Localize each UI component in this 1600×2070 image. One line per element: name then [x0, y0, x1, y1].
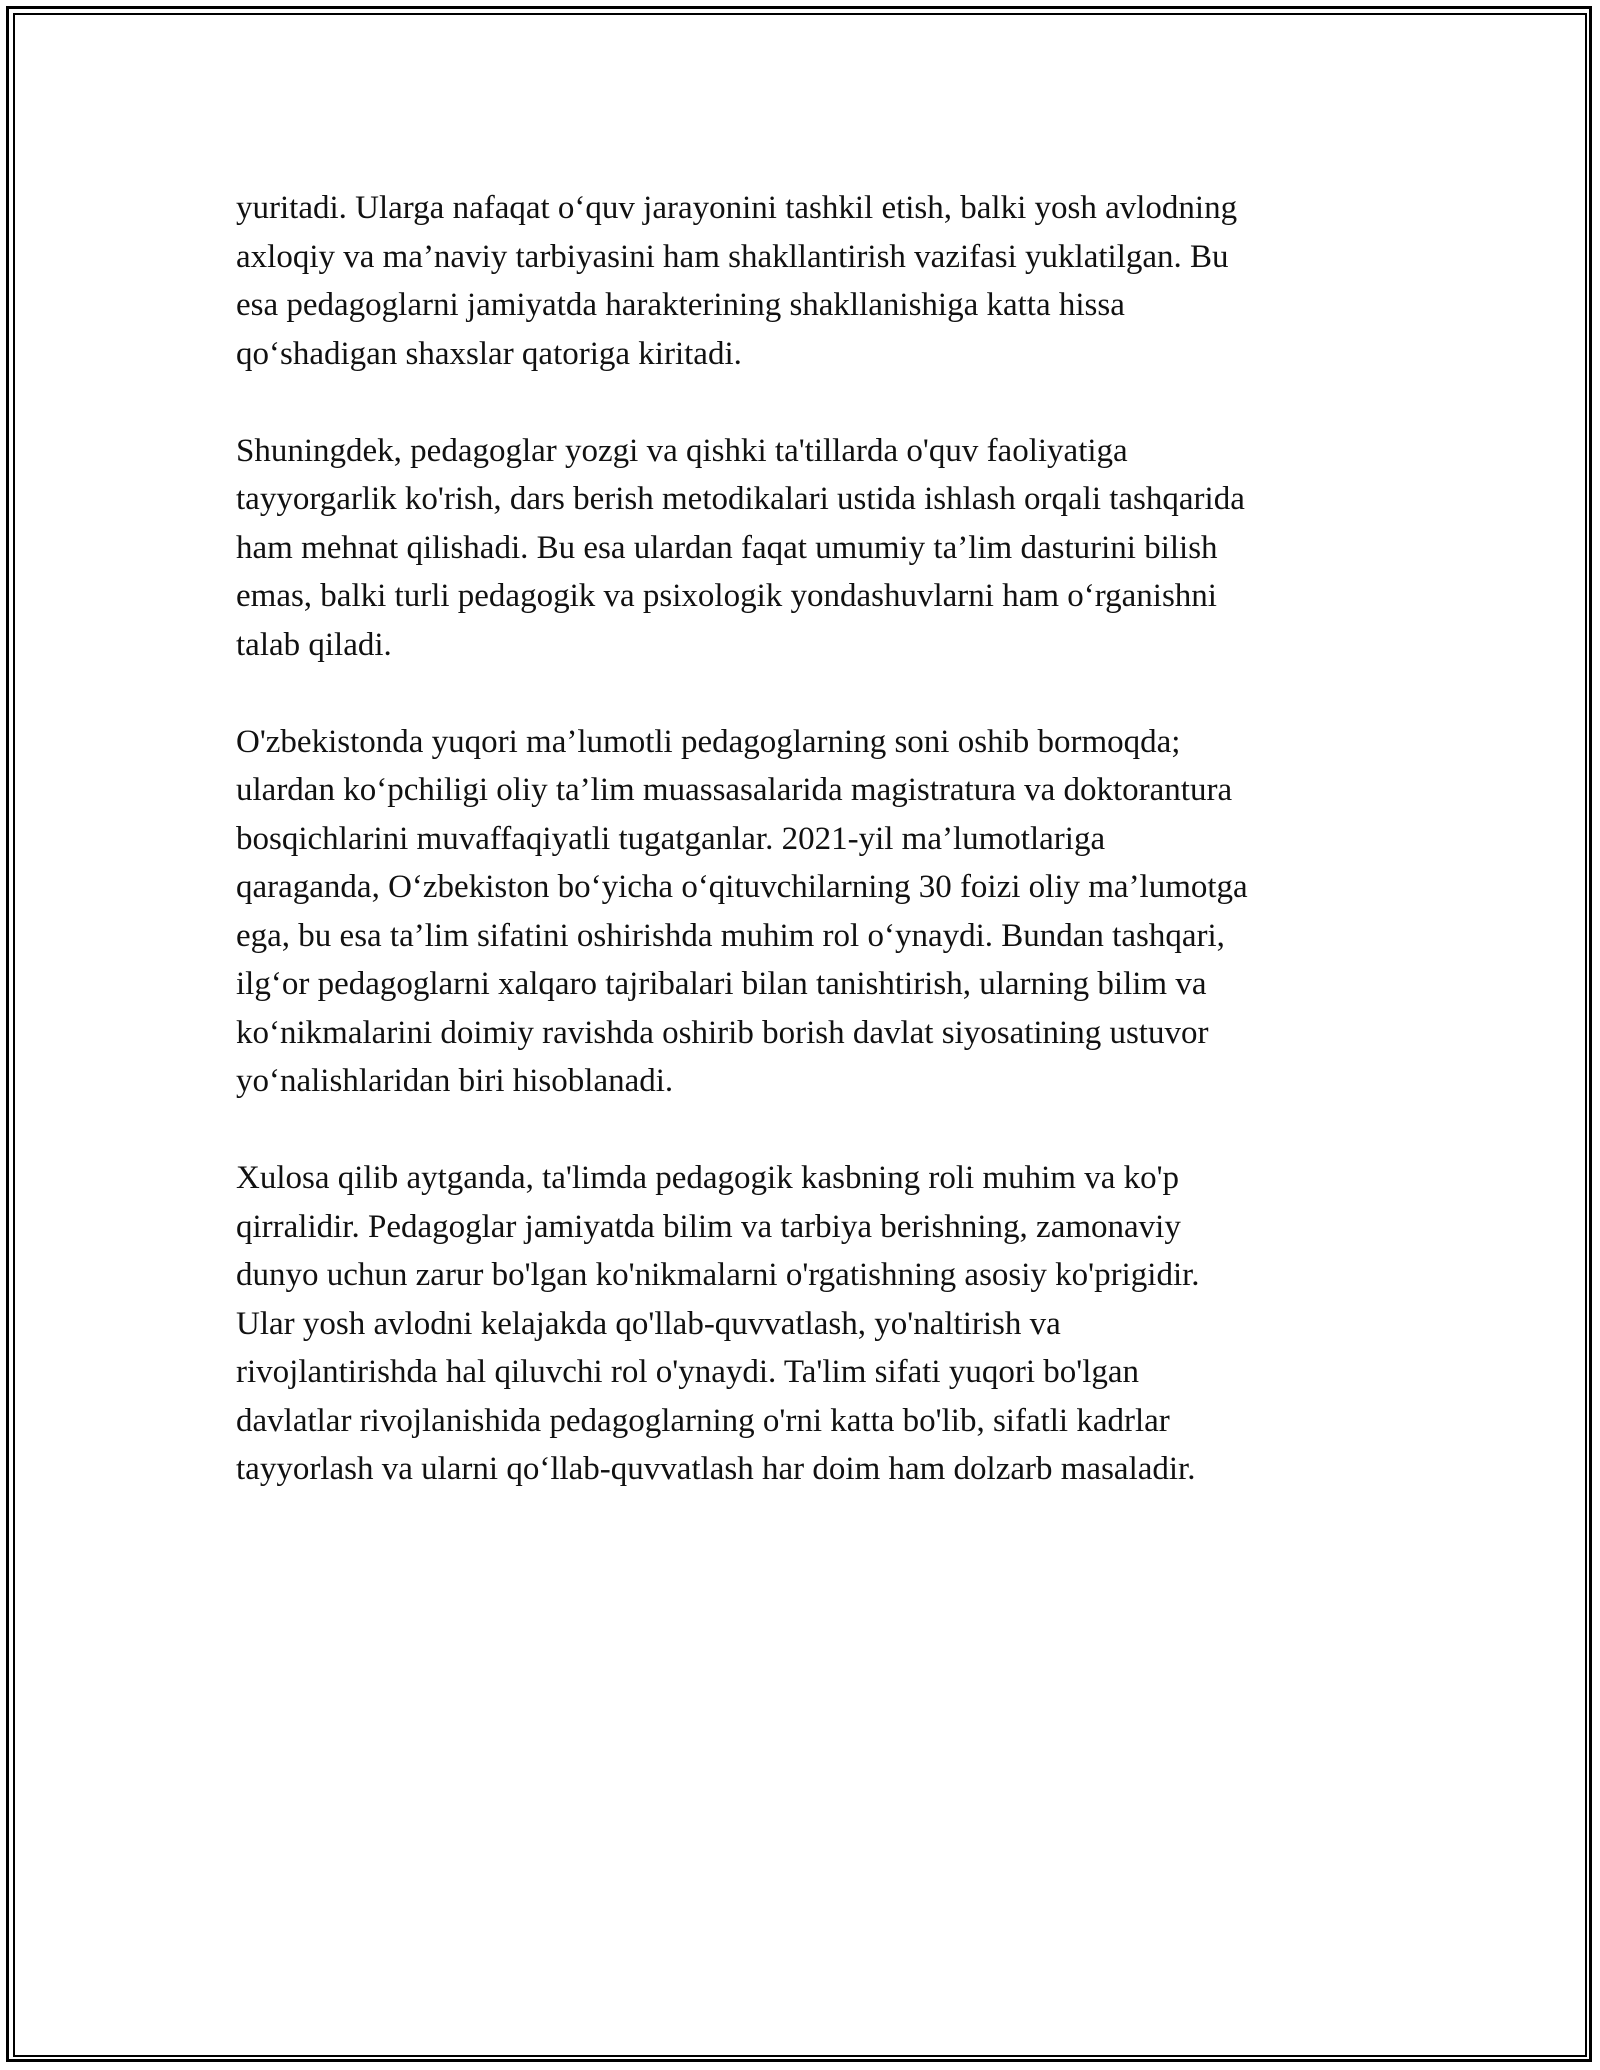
- text-line: Shuningdek, pedagoglar yozgi va qishki ta'tillarda o'quv faoliyatiga: [236, 432, 1128, 469]
- paragraph-1: [236, 184, 1376, 378]
- paragraph-4: [236, 1154, 1376, 1494]
- text-line: qirralidir. Pedagoglar jamiyatda bilim va tarbiya berishning, zamonaviy: [236, 1208, 1181, 1245]
- text-line: yuritadi. Ularga nafaqat o‘quv jarayonini tashkil etish, balki yosh avlodning: [236, 190, 1238, 226]
- paragraph-2: [236, 427, 1376, 670]
- text-line: qo‘shadigan shaxslar qatoriga kiritadi.: [236, 335, 742, 372]
- text-line: tayyorlash va ularni qo‘llab-quvvatlash har doim ham dolzarb masaladir.: [236, 1451, 1196, 1487]
- text-line: O'zbekistonda yuqori ma’lumotli pedagoglarning soni oshib bormoqda;: [236, 723, 1181, 760]
- text-line: Xulosa qilib aytganda, ta'limda pedagogik kasbning roli muhim va ko'p: [236, 1160, 1180, 1196]
- text-line: ham mehnat qilishadi. Bu esa ulardan faqat umumiy ta’lim dasturini bilish: [236, 529, 1218, 566]
- text-line: davlatlar rivojlanishida pedagoglarning o'rni katta bo'lib, sifatli kadrlar: [236, 1402, 1170, 1439]
- text-line: yo‘nalishlaridan biri hisoblanadi.: [236, 1063, 674, 1099]
- text-line: talab qiladi.: [236, 626, 392, 663]
- text-line: ilg‘or pedagoglarni xalqaro tajribalari bilan tanishtirish, ularning bilim va: [236, 966, 1207, 1002]
- text-line: ulardan ko‘pchiligi oliy ta’lim muassasalarida magistratura va doktorantura: [236, 772, 1233, 808]
- text-line: bosqichlarini muvaffaqiyatli tugatganlar. 2021-yil ma’lumotlariga: [236, 820, 1106, 857]
- text-line: qaraganda, O‘zbekiston bo‘yicha o‘qituvchilarning 30 foizi oliy ma’lumotga: [236, 869, 1248, 905]
- text-line: emas, balki turli pedagogik va psixologik yondashuvlarni ham o‘rganishni: [236, 578, 1217, 614]
- text-line: tayyorgarlik ko'rish, dars berish metodikalari ustida ishlash orqali tashqarida: [236, 481, 1245, 517]
- paragraph-3: [236, 718, 1376, 1106]
- text-line: ega, bu esa ta’lim sifatini oshirishda muhim rol o‘ynaydi. Bundan tashqari,: [236, 917, 1225, 954]
- document-body: [236, 184, 1376, 1542]
- text-line: ko‘nikmalarini doimiy ravishda oshirib borish davlat siyosatining ustuvor: [236, 1014, 1209, 1051]
- text-line: axloqiy va ma’naviy tarbiyasini ham shakllantirish vazifasi yuklatilgan. Bu: [236, 238, 1229, 275]
- text-line: esa pedagoglarni jamiyatda harakterining shakllanishiga katta hissa: [236, 287, 1125, 323]
- text-line: dunyo uchun zarur bo'lgan ko'nikmalarni o'rgatishning asosiy ko'prigidir.: [236, 1257, 1200, 1293]
- text-line: rivojlantirishda hal qiluvchi rol o'ynaydi. Ta'lim sifati yuqori bo'lgan: [236, 1354, 1140, 1390]
- text-line: Ular yosh avlodni kelajakda qo'llab-quvvatlash, yo'naltirish va: [236, 1305, 1061, 1342]
